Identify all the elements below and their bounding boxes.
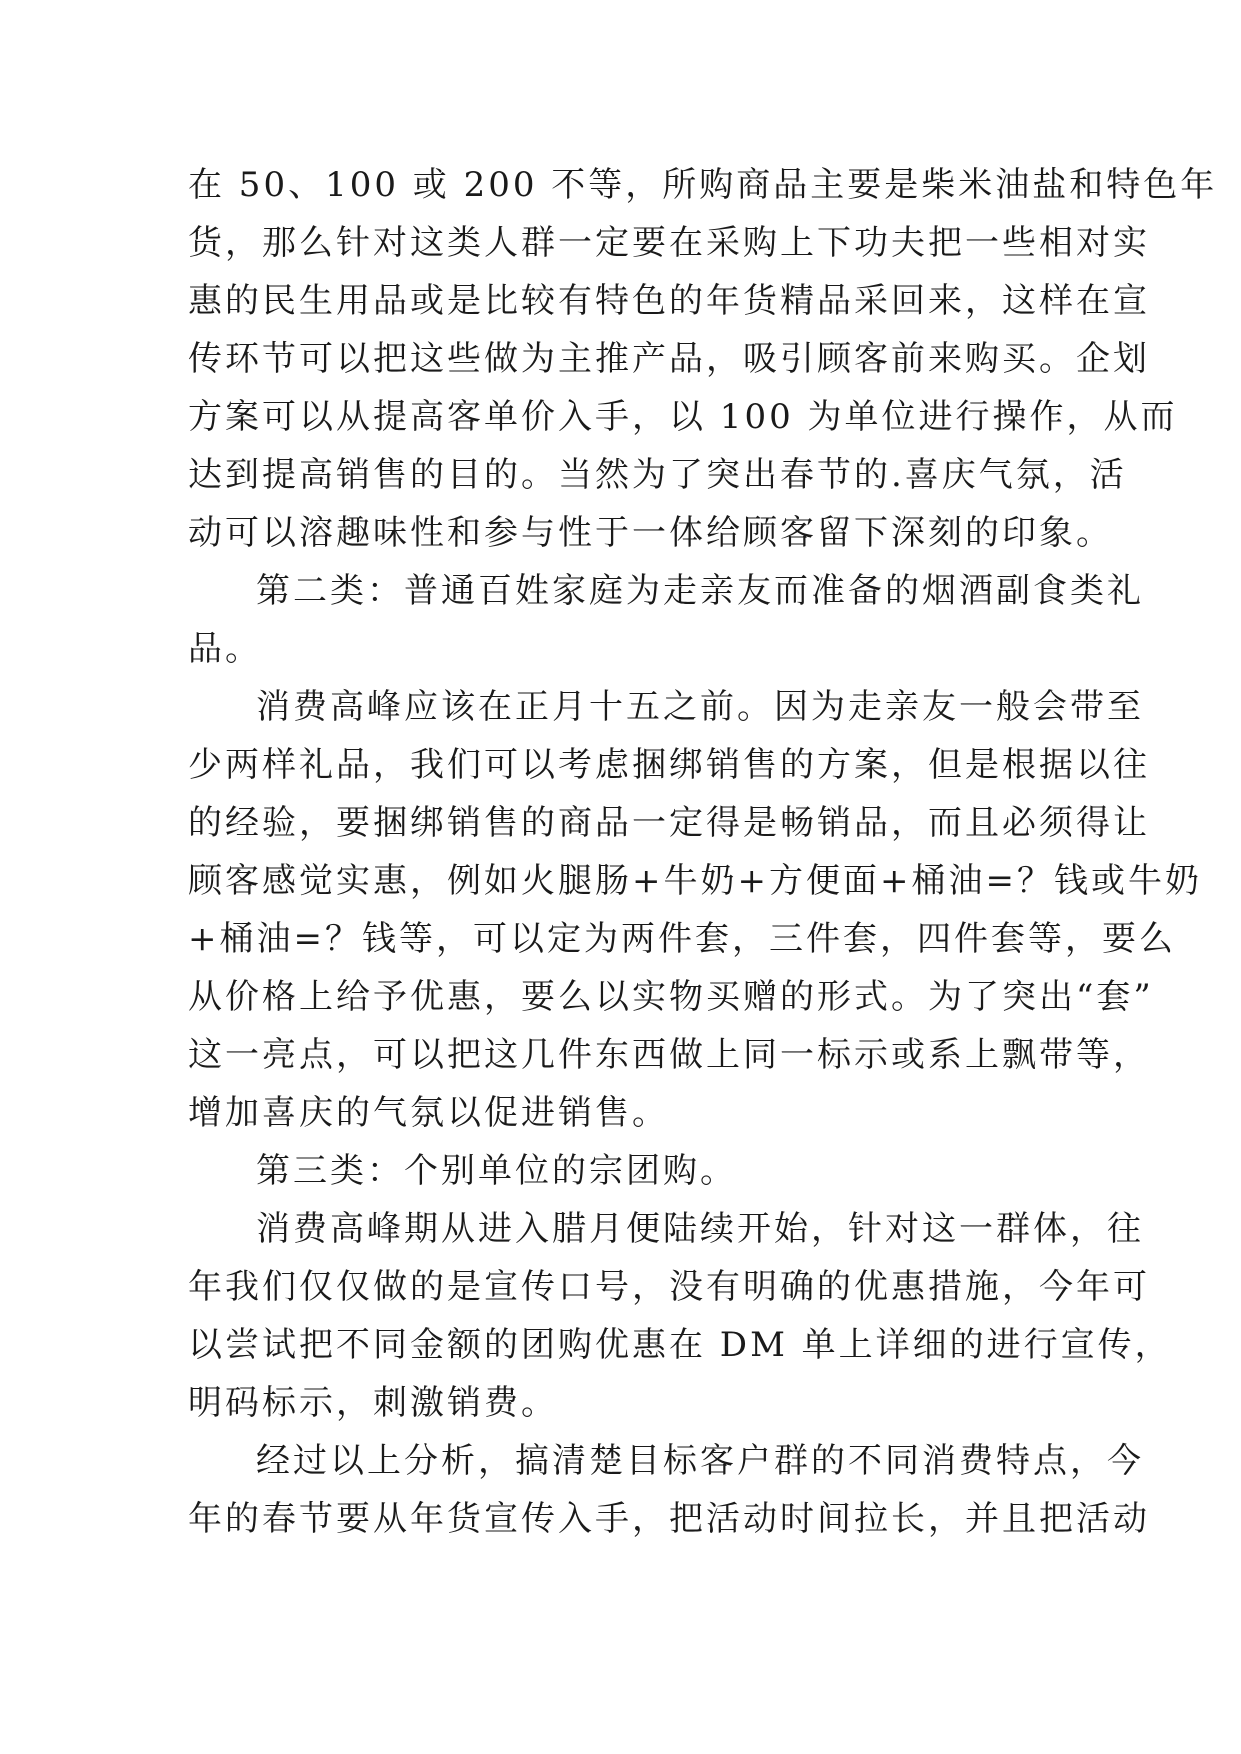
body-text <box>188 156 1218 1548</box>
paragraph-line: 在 50、100 或 200 不等，所购商品主要是柴米油盐和特色年 <box>188 165 1218 205</box>
paragraph-line: 少两样礼品，我们可以考虑捆绑销售的方案，但是根据以往 <box>188 745 1150 785</box>
paragraph-first-line: 消费高峰应该在正月十五之前。因为走亲友一般会带至 <box>256 687 1144 727</box>
paragraph-line: 从价格上给予优惠，要么以实物买赠的形式。为了突出“套” <box>188 977 1154 1017</box>
paragraph-line: 年我们仅仅做的是宣传口号，没有明确的优惠措施，今年可 <box>188 1267 1150 1307</box>
paragraph-line: 达到提高销售的目的。当然为了突出春节的.喜庆气氛，活 <box>188 455 1127 495</box>
paragraph-line: 以尝试把不同金额的团购优惠在 DM 单上详细的进行宣传， <box>188 1325 1172 1365</box>
paragraph-line: 货，那么针对这类人群一定要在采购上下功夫把一些相对实 <box>188 223 1150 263</box>
paragraph-line: 增加喜庆的气氛以促进销售。 <box>188 1093 669 1133</box>
paragraph-line: 顾客感觉实惠，例如火腿肠+牛奶+方便面+桶油=？钱或牛奶 <box>188 861 1202 901</box>
paragraph-first-line: 第三类：个别单位的宗团购。 <box>256 1151 737 1191</box>
paragraph-line: 品。 <box>188 629 262 669</box>
paragraph-line: 明码标示，刺激销费。 <box>188 1383 558 1423</box>
paragraph-line: 的经验，要捆绑销售的商品一定得是畅销品，而且必须得让 <box>188 803 1150 843</box>
paragraph-line: 动可以溶趣味性和参与性于一体给顾客留下深刻的印象。 <box>188 513 1113 553</box>
paragraph-first-line: 第二类：普通百姓家庭为走亲友而准备的烟酒副食类礼 <box>256 571 1144 611</box>
paragraph-line: 方案可以从提高客单价入手，以 100 为单位进行操作，从而 <box>188 397 1178 437</box>
paragraph-line: 传环节可以把这些做为主推产品，吸引顾客前来购买。企划 <box>188 339 1150 379</box>
paragraph-first-line: 消费高峰期从进入腊月便陆续开始，针对这一群体，往 <box>256 1209 1144 1249</box>
paragraph-first-line: 经过以上分析，搞清楚目标客户群的不同消费特点，今 <box>256 1441 1144 1481</box>
paragraph-line: 年的春节要从年货宣传入手，把活动时间拉长，并且把活动 <box>188 1499 1150 1539</box>
paragraph-line: 惠的民生用品或是比较有特色的年货精品采回来，这样在宣 <box>188 281 1150 321</box>
paragraph-line: +桶油=？钱等，可以定为两件套，三件套，四件套等，要么 <box>188 919 1176 959</box>
paragraph-line: 这一亮点，可以把这几件东西做上同一标示或系上飘带等， <box>188 1035 1150 1075</box>
